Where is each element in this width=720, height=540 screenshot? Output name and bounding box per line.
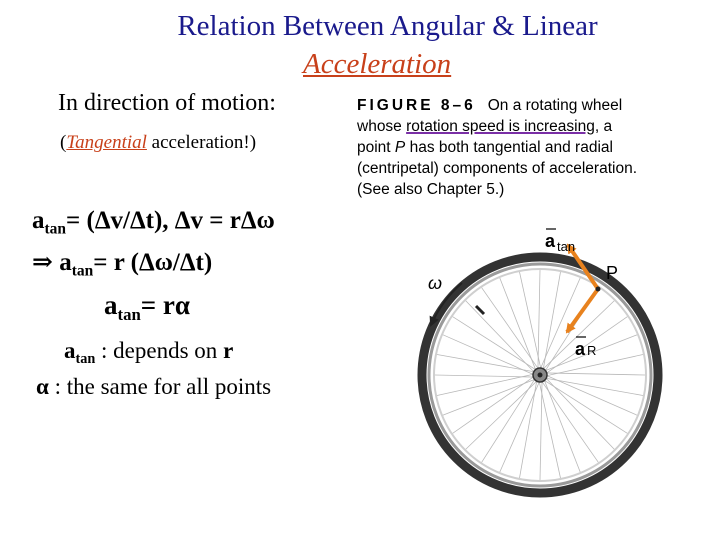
spoke [437,374,534,395]
spoke [544,379,580,472]
eq1-a: a [32,207,45,234]
spoke [500,381,540,472]
note1-r: r [223,338,234,363]
a-r-sub-label: R [587,343,597,358]
eq1-rest: = (Δv/Δt), Δv = rΔω [66,207,275,234]
spoke [482,288,539,369]
point-p [596,287,601,292]
title-line-1: Relation Between Angular & Linear [177,10,598,42]
caption-line-2 [357,116,702,137]
spoke [546,375,637,415]
caption-l2-underlined: rotation speed is increasing [406,118,595,135]
tangential-note [60,132,256,154]
note1-rest: : depends on [95,338,224,363]
caption-l2a: whose [357,118,407,135]
spoke [538,270,540,369]
radial-acceleration-vector [567,289,598,332]
caption-l1: On a rotating wheel [487,97,623,114]
note-2 [36,374,271,400]
spoke [453,317,537,370]
figure-number: FIGURE 8–6 [357,97,476,114]
note1-a: a [64,338,76,363]
caption-line-5: (See also Chapter 5.) [357,181,505,198]
spoke [500,278,536,371]
spoke [453,376,534,433]
point-p-label: P [606,263,619,283]
caption-l3a: point [357,139,395,156]
eq2-sub: tan [71,262,94,280]
spoke [539,381,560,478]
omega-label: ω [428,273,443,293]
equation-1 [32,207,275,238]
caption-l2b: , a [594,118,613,135]
caption-line-4: (centripetal) components of acceleration. [357,160,638,177]
wheel-diagram [410,225,690,525]
caption-line-3 [357,137,702,158]
caption-l3-point: P [394,139,406,156]
hub-axle [538,373,543,378]
title-line-2: Acceleration [303,48,452,80]
figure-caption [357,95,702,200]
a-tan-label: a [545,231,556,251]
spoke [443,379,536,415]
spoke [546,373,645,375]
eq2-rest: = r (Δω/Δt) [93,249,213,276]
note-1 [64,338,234,367]
direction-label: In direction of motion: [58,90,276,116]
note2-rest: : the same for all points [48,374,272,399]
tangential-open: ( [60,132,67,153]
note1-sub: tan [75,350,96,367]
eq3-a: a [104,290,118,320]
a-r-label: a [575,339,586,359]
note2-alpha: α [36,374,49,399]
tangential-rest: acceleration!) [146,132,257,153]
spoke [435,375,534,377]
eq3-rest: = rα [140,290,190,320]
caption-l3b: has both tangential and radial [405,139,613,156]
spoke [540,381,542,480]
eq2-prefix: ⇒ a [32,249,72,276]
equation-3 [104,290,190,324]
spoke [520,272,541,369]
eq1-sub: tan [44,220,67,238]
spoke [482,379,535,463]
eq3-sub: tan [117,304,141,324]
tangential-word: Tangential [66,132,147,153]
caption-line-1 [357,95,702,116]
spoke [443,335,534,375]
equation-2 [32,247,213,280]
spoke [541,381,598,462]
spoke [544,380,628,433]
a-tan-sub-label: tan [557,239,576,254]
